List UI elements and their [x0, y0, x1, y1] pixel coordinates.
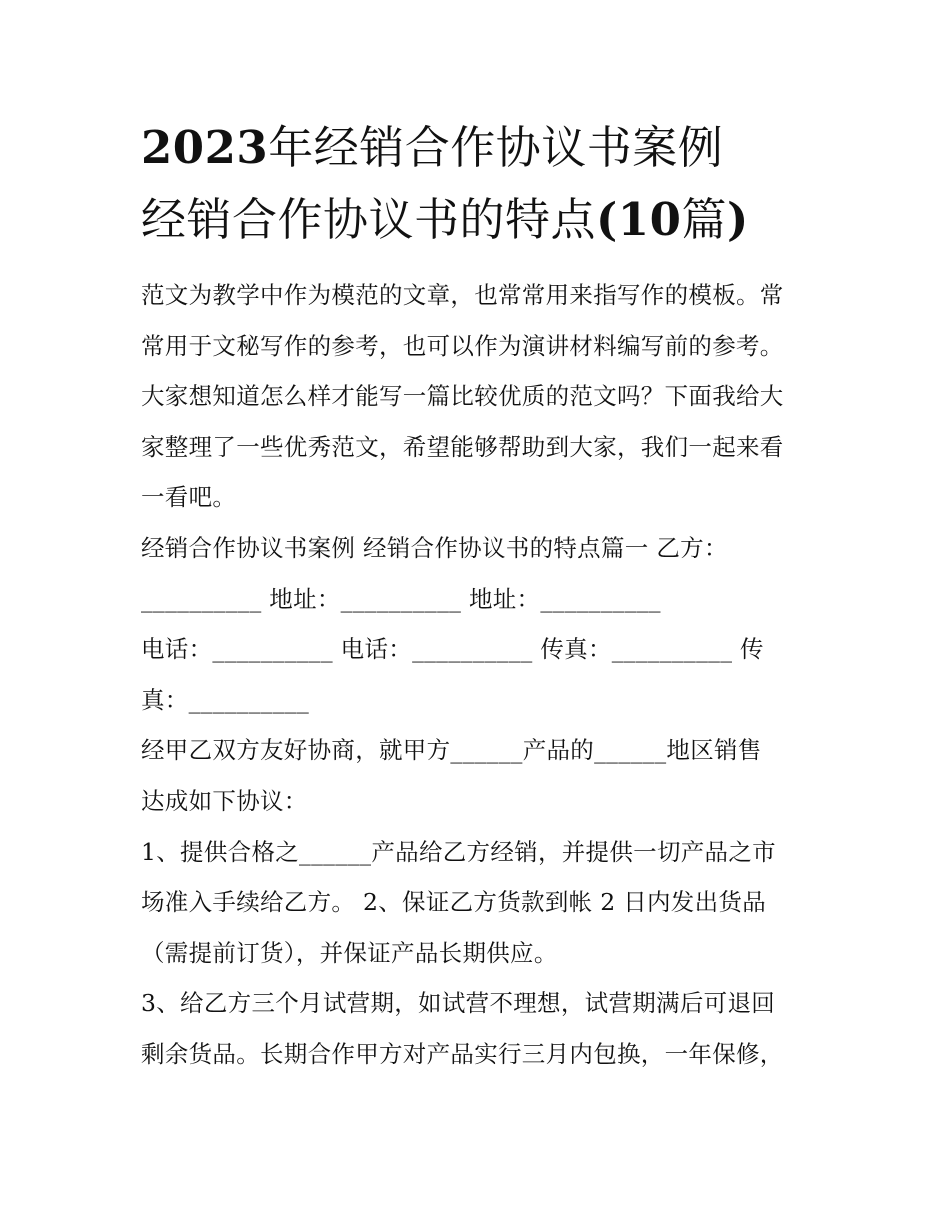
title-line-1	[141, 112, 821, 184]
title-count-unit: 篇	[681, 193, 727, 246]
clause-3-paragraph	[141, 978, 821, 1079]
intro-line: 常用于文秘写作的参考，也可以作为演讲材料编写前的参考。	[141, 331, 784, 360]
contact-line: 真：__________	[141, 685, 310, 714]
address-paragraph	[141, 574, 821, 625]
intro-line: 家整理了一些优秀范文，希望能够帮助到大家，我们一起来看	[141, 432, 784, 461]
agreement-line: 经甲乙双方友好协商，就甲方______产品的______地区销售	[141, 736, 762, 765]
intro-line: 范文为教学中作为模范的文章，也常常用来指写作的模板。常	[141, 281, 784, 309]
title-year: 2023	[141, 121, 269, 174]
intro-line: 一看吧。	[141, 483, 237, 512]
title-count-close: )	[726, 193, 749, 246]
document-title	[141, 112, 821, 256]
title-line-1-text: 年经销合作协议书案例	[268, 121, 724, 174]
address-line: __________ 地址：__________ 地址：__________	[141, 584, 661, 613]
clause-1-paragraph	[141, 827, 821, 979]
title-count-open: (10	[596, 193, 682, 246]
clause-line: （需提前订货），并保证产品长期供应。	[141, 938, 558, 967]
contact-line: 电话：__________ 电话：__________ 传真：__________ 传	[141, 635, 764, 664]
intro-line: 大家想知道怎么样才能写一篇比较优质的范文吗？下面我给大	[141, 382, 784, 411]
clause-line: 场准入手续给乙方。 2、保证乙方货款到帐 2 日内发出货品	[141, 888, 767, 917]
agreement-paragraph	[141, 725, 821, 826]
section-heading-line: 经销合作协议书案例 经销合作协议书的特点篇一 乙方：	[141, 533, 728, 562]
title-line-2-text: 经销合作协议书的特点	[141, 193, 597, 246]
intro-paragraph	[141, 270, 821, 523]
document-page	[141, 112, 821, 1080]
contact-paragraph	[141, 624, 821, 725]
clause-line: 1、提供合格之______产品给乙方经销，并提供一切产品之市	[141, 837, 776, 866]
document-body	[141, 270, 821, 1080]
clause-line: 3、给乙方三个月试营期，如试营不理想，试营期满后可退回	[141, 989, 776, 1018]
clause-line: 剩余货品。长期合作甲方对产品实行三月内包换，一年保修，	[141, 1039, 784, 1068]
section-heading	[141, 523, 821, 574]
title-line-2	[141, 184, 821, 256]
agreement-line: 达成如下协议：	[141, 786, 308, 815]
